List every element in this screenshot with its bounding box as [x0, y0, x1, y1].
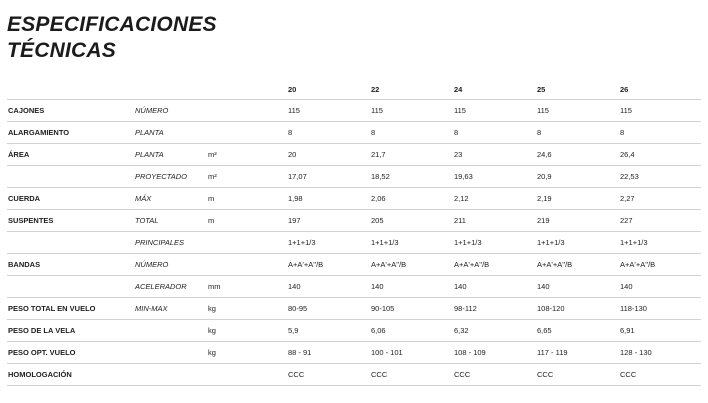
- spec-label: PESO TOTAL EN VUELO: [7, 298, 134, 320]
- spec-unit: [207, 122, 287, 144]
- spec-sublabel: MÁX: [134, 188, 207, 210]
- spec-value: 90-105: [370, 298, 453, 320]
- page-title: [7, 12, 217, 64]
- spec-value: 128 - 130: [619, 342, 701, 364]
- spec-value: 2,27: [619, 188, 701, 210]
- header-unit-cell: [207, 79, 287, 100]
- spec-value: CCC: [536, 364, 619, 386]
- spec-value: 100 - 101: [370, 342, 453, 364]
- spec-value: 1+1+1/3: [453, 232, 536, 254]
- spec-value: 8: [453, 122, 536, 144]
- table-row: [7, 276, 701, 298]
- spec-value: 115: [619, 100, 701, 122]
- table-row: [7, 100, 701, 122]
- spec-value: 140: [536, 276, 619, 298]
- spec-value: 1+1+1/3: [536, 232, 619, 254]
- spec-value: 197: [287, 210, 370, 232]
- table-row: [7, 210, 701, 232]
- table-row: [7, 342, 701, 364]
- spec-value: 80-95: [287, 298, 370, 320]
- spec-table: [7, 79, 701, 386]
- spec-value: 2,06: [370, 188, 453, 210]
- spec-value: 8: [287, 122, 370, 144]
- spec-value: CCC: [287, 364, 370, 386]
- spec-sublabel: PROYECTADO: [134, 166, 207, 188]
- spec-value: 115: [536, 100, 619, 122]
- spec-value: 115: [453, 100, 536, 122]
- header-size: 20: [287, 79, 370, 100]
- spec-value: 8: [619, 122, 701, 144]
- spec-unit: [207, 364, 287, 386]
- spec-value: A+A'+A''/B: [370, 254, 453, 276]
- spec-value: 6,32: [453, 320, 536, 342]
- table-body: [7, 100, 701, 386]
- spec-label: CUERDA: [7, 188, 134, 210]
- table-row: [7, 298, 701, 320]
- table-row: [7, 122, 701, 144]
- spec-value: 227: [619, 210, 701, 232]
- spec-value: 108 - 109: [453, 342, 536, 364]
- spec-value: 117 - 119: [536, 342, 619, 364]
- spec-label: CAJONES: [7, 100, 134, 122]
- spec-value: 5,9: [287, 320, 370, 342]
- spec-sublabel: ACELERADOR: [134, 276, 207, 298]
- spec-value: 205: [370, 210, 453, 232]
- header-size: 24: [453, 79, 536, 100]
- spec-label: BANDAS: [7, 254, 134, 276]
- spec-value: CCC: [370, 364, 453, 386]
- spec-label: [7, 166, 134, 188]
- spec-label: PESO DE LA VELA: [7, 320, 134, 342]
- spec-value: 2,12: [453, 188, 536, 210]
- spec-unit: m²: [207, 144, 287, 166]
- spec-value: 140: [370, 276, 453, 298]
- header-sub-cell: [134, 79, 207, 100]
- spec-value: 22,53: [619, 166, 701, 188]
- spec-value: 140: [619, 276, 701, 298]
- spec-value: CCC: [619, 364, 701, 386]
- spec-value: 23: [453, 144, 536, 166]
- spec-value: 20: [287, 144, 370, 166]
- table-row: [7, 188, 701, 210]
- table-row: [7, 232, 701, 254]
- spec-value: 108-120: [536, 298, 619, 320]
- spec-unit: kg: [207, 298, 287, 320]
- spec-unit: [207, 232, 287, 254]
- spec-sublabel: PRINCIPALES: [134, 232, 207, 254]
- header-size: 25: [536, 79, 619, 100]
- spec-value: 6,06: [370, 320, 453, 342]
- table-row: [7, 144, 701, 166]
- spec-value: 21,7: [370, 144, 453, 166]
- page-title-line2: TÉCNICAS: [7, 39, 116, 62]
- spec-sublabel: [134, 342, 207, 364]
- header-spec-cell: [7, 79, 134, 100]
- table-row: [7, 166, 701, 188]
- spec-value: 140: [453, 276, 536, 298]
- spec-label: [7, 276, 134, 298]
- spec-value: 1+1+1/3: [370, 232, 453, 254]
- table-header-row: [7, 79, 701, 100]
- spec-sublabel: NÚMERO: [134, 254, 207, 276]
- spec-value: 115: [287, 100, 370, 122]
- spec-sublabel: MIN-MAX: [134, 298, 207, 320]
- table-row: [7, 320, 701, 342]
- spec-value: 98-112: [453, 298, 536, 320]
- spec-value: 17,07: [287, 166, 370, 188]
- spec-value: 1+1+1/3: [619, 232, 701, 254]
- spec-label: [7, 232, 134, 254]
- spec-value: 1,98: [287, 188, 370, 210]
- spec-value: 115: [370, 100, 453, 122]
- spec-value: 8: [536, 122, 619, 144]
- spec-sublabel: PLANTA: [134, 122, 207, 144]
- spec-value: A+A'+A''/B: [287, 254, 370, 276]
- spec-value: 26,4: [619, 144, 701, 166]
- spec-unit: m²: [207, 166, 287, 188]
- spec-value: CCC: [453, 364, 536, 386]
- spec-value: 88 - 91: [287, 342, 370, 364]
- page-title-line1: ESPECIFICACIONES: [7, 13, 217, 36]
- spec-unit: kg: [207, 342, 287, 364]
- spec-value: 19,63: [453, 166, 536, 188]
- spec-value: 211: [453, 210, 536, 232]
- spec-value: 8: [370, 122, 453, 144]
- spec-unit: m: [207, 210, 287, 232]
- spec-value: 140: [287, 276, 370, 298]
- spec-sublabel: PLANTA: [134, 144, 207, 166]
- spec-value: 1+1+1/3: [287, 232, 370, 254]
- table-row: [7, 254, 701, 276]
- spec-value: 6,65: [536, 320, 619, 342]
- spec-value: 2,19: [536, 188, 619, 210]
- spec-label: ALARGAMIENTO: [7, 122, 134, 144]
- spec-value: 20,9: [536, 166, 619, 188]
- spec-value: A+A'+A''/B: [619, 254, 701, 276]
- spec-sublabel: TOTAL: [134, 210, 207, 232]
- spec-sublabel: NÚMERO: [134, 100, 207, 122]
- spec-label: HOMOLOGACIÓN: [7, 364, 134, 386]
- spec-value: A+A'+A''/B: [453, 254, 536, 276]
- spec-value: 219: [536, 210, 619, 232]
- spec-unit: kg: [207, 320, 287, 342]
- table-row: [7, 364, 701, 386]
- spec-sublabel: [134, 320, 207, 342]
- spec-label: PESO OPT. VUELO: [7, 342, 134, 364]
- spec-value: 6,91: [619, 320, 701, 342]
- header-size: 26: [619, 79, 701, 100]
- spec-unit: [207, 100, 287, 122]
- spec-value: A+A'+A''/B: [536, 254, 619, 276]
- spec-value: 18,52: [370, 166, 453, 188]
- spec-label: SUSPENTES: [7, 210, 134, 232]
- spec-label: ÁREA: [7, 144, 134, 166]
- spec-value: 118-130: [619, 298, 701, 320]
- spec-unit: mm: [207, 276, 287, 298]
- spec-value: 24,6: [536, 144, 619, 166]
- spec-sublabel: [134, 364, 207, 386]
- spec-unit: [207, 254, 287, 276]
- spec-unit: m: [207, 188, 287, 210]
- header-size: 22: [370, 79, 453, 100]
